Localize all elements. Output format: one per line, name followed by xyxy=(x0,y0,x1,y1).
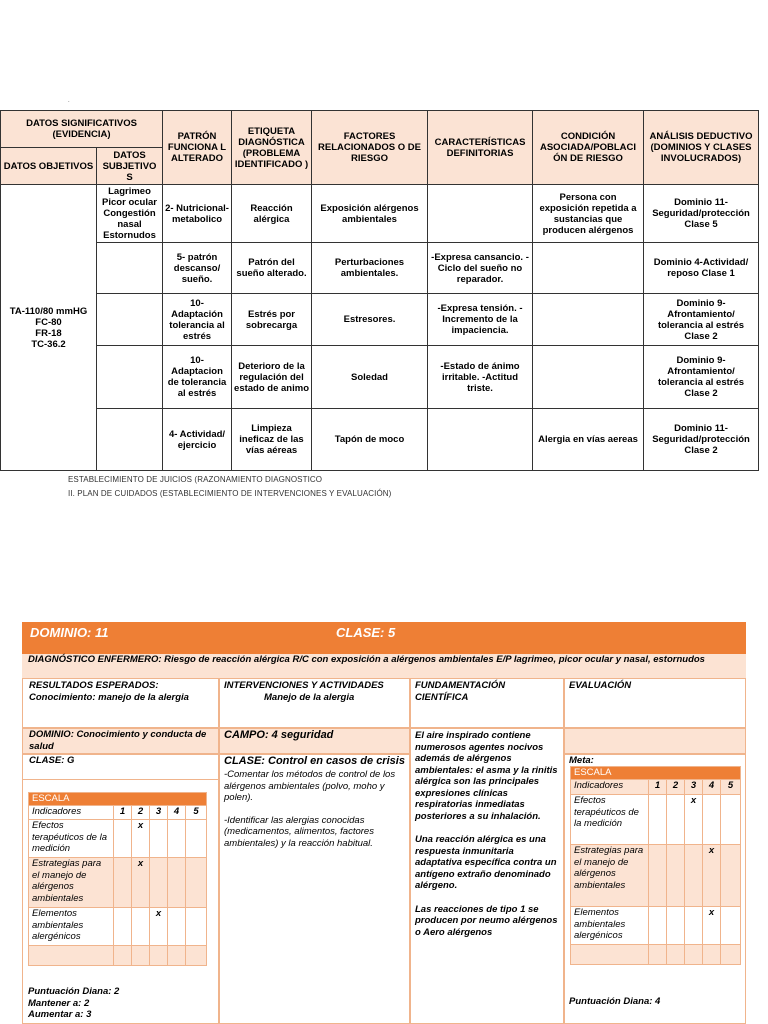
indicator-row xyxy=(571,795,741,845)
subjetivos-cell xyxy=(97,243,163,294)
header-condicion: CONDICIÓN ASOCIADA/POBLACI ÓN DE RIESGO xyxy=(533,111,644,185)
patron-cell: 10- Adaptacion de tolerancia al estrés xyxy=(163,346,232,409)
table-row xyxy=(1,409,759,471)
condicion-cell xyxy=(533,243,644,294)
indicator-mark: x xyxy=(132,820,150,858)
puntuacion-left: Puntuación Diana: 2 Mantener a: 2 Aumentar a: 3 xyxy=(28,986,120,1020)
header-patron: PATRÓN FUNCIONA L ALTERADO xyxy=(163,111,232,185)
header-caracteristicas: CARACTERÍSTICAS DEFINITORIAS xyxy=(428,111,533,185)
meta-label: Meta: xyxy=(569,755,594,766)
diagnosis-table xyxy=(0,110,759,471)
etiqueta-cell: Reacción alérgica xyxy=(232,185,312,243)
condicion-cell xyxy=(533,346,644,409)
scale-num: 1 xyxy=(114,806,132,820)
header-factores: FACTORES RELACIONADOS O DE RIESGO xyxy=(312,111,428,185)
header-etiqueta: ETIQUETA DIAGNÓSTICA (PROBLEMA IDENTIFICADO ) xyxy=(232,111,312,185)
scale-num: 3 xyxy=(150,806,168,820)
evaluacion-header: EVALUACIÓN xyxy=(564,678,746,728)
indicadores-label: Indicadores xyxy=(571,780,649,795)
plan-clase: CLASE: 5 xyxy=(336,625,396,640)
analisis-cell: Dominio 9- Afrontamiento/ tolerancia al estrés Clase 2 xyxy=(644,346,759,409)
intervenciones-header: INTERVENCIONES Y ACTIVIDADES Manejo de la alergia xyxy=(219,678,410,728)
caracteristicas-cell: -Expresa cansancio. -Ciclo del sueño no reparador. xyxy=(428,243,533,294)
caracteristicas-cell xyxy=(428,185,533,243)
datos-objetivos-cell xyxy=(1,185,97,471)
scale-num: 2 xyxy=(667,780,685,795)
factores-cell: Estresores. xyxy=(312,294,428,346)
indicator-label: Elementos ambientales alergénicos xyxy=(571,907,649,945)
indicator-label: Efectos terapéuticos de la medición xyxy=(29,820,114,858)
indicator-row xyxy=(571,907,741,945)
indicator-label: Estrategias para el manejo de alérgenos ambientales xyxy=(571,845,649,907)
fundamentacion-p3: Las reacciones de tipo 1 se producen por neumo alérgenos o Aero alérgenos xyxy=(415,903,558,938)
fundamentacion-p2: Una reacción alérgica es una respuesta inmunitaria adaptativa específica contra un antígeno extraño denominado alérgeno. xyxy=(415,834,557,891)
condicion-cell: Alergia en vías aereas xyxy=(533,409,644,471)
factores-cell: Soledad xyxy=(312,346,428,409)
vital-tc: TC-36.2 xyxy=(31,338,66,350)
patron-cell: 4- Actividad/ ejercicio xyxy=(163,409,232,471)
factores-cell: Tapón de moco xyxy=(312,409,428,471)
indicator-row xyxy=(29,908,207,946)
scale-num: 5 xyxy=(186,806,207,820)
caption-juicios: ESTABLECIMIENTO DE JUICIOS (RAZONAMIENTO DIAGNOSTICO xyxy=(68,475,323,484)
fundamentacion-header: FUNDAMENTACIÓN CIENTÍFICA xyxy=(410,678,564,728)
scale-num: 4 xyxy=(168,806,186,820)
escala-label: ESCALA xyxy=(29,793,207,806)
subjetivos-cell xyxy=(97,294,163,346)
patron-cell: 10- Adaptación tolerancia al estrés xyxy=(163,294,232,346)
left-clase: CLASE: G xyxy=(22,754,219,780)
table-row xyxy=(1,294,759,346)
indicator-label: Efectos terapéuticos de la medición xyxy=(571,795,649,845)
header-datos-objetivos: DATOS OBJETIVOS xyxy=(1,148,97,185)
vital-ta: TA-110/80 mmHG xyxy=(9,305,88,317)
scale-num: 4 xyxy=(703,780,721,795)
caracteristicas-cell: -Expresa tensión. -Incremento de la impaciencia. xyxy=(428,294,533,346)
caracteristicas-cell xyxy=(428,409,533,471)
indicator-row xyxy=(571,845,741,907)
middle-body xyxy=(219,754,410,1024)
actividad-1: -Comentar los métodos de control de los alérgenos ambientales (polvo, moho y polen). xyxy=(224,769,396,803)
header-analisis: ANÁLISIS DEDUCTIVO (DOMINIOS Y CLASES INVOLUCRADOS) xyxy=(644,111,759,185)
plan-dominio: DOMINIO: 11 xyxy=(30,625,109,640)
indicator-mark: x xyxy=(132,858,150,908)
indicator-label: Estrategias para el manejo de alérgenos ambientales xyxy=(29,858,114,908)
indicator-mark: x xyxy=(150,908,168,946)
fundamentacion-p1: El aire inspirado contiene numerosos agentes nocivos además de alérgenos ambientales: el asma y la rinitis alérgica son las principales expresiones clínicas respiratorias inmediatas posteriores a su inhalación. xyxy=(415,730,558,822)
fundamentacion-body xyxy=(410,728,564,1024)
plan-header-bar xyxy=(22,622,746,654)
scale-num: 1 xyxy=(649,780,667,795)
analisis-cell: Dominio 11- Seguridad/protección Clase 5 xyxy=(644,185,759,243)
scale-num: 2 xyxy=(132,806,150,820)
factores-cell: Perturbaciones ambientales. xyxy=(312,243,428,294)
resultados-header: RESULTADOS ESPERADOS: Conocimiento: manejo de la alergia xyxy=(22,678,219,728)
middle-campo: CAMPO: 4 seguridad xyxy=(219,728,410,754)
escala-table-left xyxy=(28,792,207,966)
factores-cell: Exposición alérgenos ambientales xyxy=(312,185,428,243)
evaluacion-top xyxy=(564,728,746,754)
condicion-cell: Persona con exposición repetida a sustancias que producen alérgenos xyxy=(533,185,644,243)
vital-fr: FR-18 xyxy=(35,327,62,339)
scale-num: 3 xyxy=(685,780,703,795)
table-row xyxy=(1,346,759,409)
patron-cell: 2- Nutricional- metabolico xyxy=(163,185,232,243)
indicator-mark: x xyxy=(685,795,703,845)
indicator-mark: x xyxy=(703,845,721,907)
escala-table-right xyxy=(570,766,741,965)
middle-clase: CLASE: Control en casos de crisis xyxy=(224,755,405,767)
stray-mark: . xyxy=(68,98,70,104)
indicator-mark: x xyxy=(703,907,721,945)
header-datos-significativos: DATOS SIGNIFICATIVOS (EVIDENCIA) xyxy=(1,111,163,148)
subjetivos-cell xyxy=(97,409,163,471)
scale-num: 5 xyxy=(721,780,741,795)
subjetivos-cell: Lagrimeo Picor ocular Congestión nasal Estornudos xyxy=(97,185,163,243)
indicator-row xyxy=(29,858,207,908)
puntuacion-right: Puntuación Diana: 4 xyxy=(569,996,661,1007)
patron-cell: 5- patrón descanso/ sueño. xyxy=(163,243,232,294)
table-row xyxy=(1,185,759,243)
analisis-cell: Dominio 9- Afrontamiento/ tolerancia al estrés Clase 2 xyxy=(644,294,759,346)
subjetivos-cell xyxy=(97,346,163,409)
caracteristicas-cell: -Estado de ánimo irritable. -Actitud triste. xyxy=(428,346,533,409)
table-row xyxy=(1,243,759,294)
caption-plan: II. PLAN DE CUIDADOS (ESTABLECIMIENTO DE INTERVENCIONES Y EVALUACIÓN) xyxy=(68,489,392,498)
vital-fc: FC-80 xyxy=(35,316,62,328)
etiqueta-cell: Limpieza ineficaz de las vías aéreas xyxy=(232,409,312,471)
analisis-cell: Dominio 4-Actividad/ reposo Clase 1 xyxy=(644,243,759,294)
etiqueta-cell: Patrón del sueño alterado. xyxy=(232,243,312,294)
indicadores-label: Indicadores xyxy=(29,806,114,820)
actividad-2: -Identificar las alergias conocidas (medicamentos, alimentos, factores ambientales) y la reacción habitual. xyxy=(224,814,374,849)
etiqueta-cell: Deterioro de la regulación del estado de animo xyxy=(232,346,312,409)
header-datos-subjetivos: DATOS SUBJETIVO S xyxy=(97,148,163,185)
diagnostico-enfermero: DIAGNÓSTICO ENFERMERO: Riesgo de reacción alérgica R/C con exposición a alérgenos ambientales E/P lagrimeo, picor ocular y nasal, estornudos xyxy=(22,654,746,678)
indicator-label: Elementos ambientales alergénicos xyxy=(29,908,114,946)
indicator-row xyxy=(29,820,207,858)
escala-label: ESCALA xyxy=(571,767,741,780)
left-dominio: DOMINIO: Conocimiento y conducta de salud xyxy=(22,728,219,754)
condicion-cell xyxy=(533,294,644,346)
etiqueta-cell: Estrés por sobrecarga xyxy=(232,294,312,346)
analisis-cell: Dominio 11- Seguridad/protección Clase 2 xyxy=(644,409,759,471)
